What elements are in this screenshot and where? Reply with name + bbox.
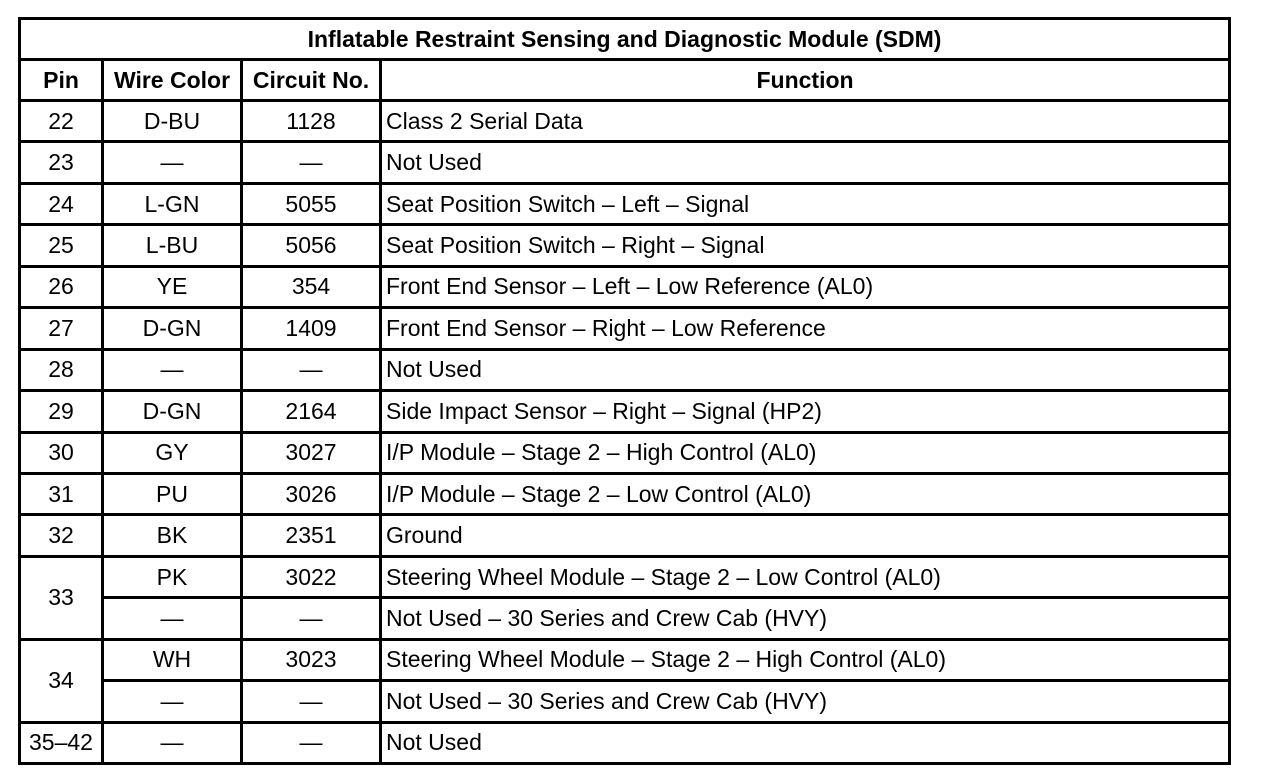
circuit-cell: 5056	[242, 225, 381, 266]
function-cell: Seat Position Switch – Left – Signal	[381, 183, 1230, 224]
circuit-cell: 1409	[242, 308, 381, 349]
wire-color-cell: WH	[103, 639, 242, 680]
table-row	[20, 556, 1230, 597]
circuit-cell: 1128	[242, 101, 381, 142]
function-cell: I/P Module – Stage 2 – High Control (AL0)	[381, 432, 1230, 473]
table-row	[20, 183, 1230, 224]
circuit-cell: —	[242, 681, 381, 722]
pin-cell: 22	[20, 101, 103, 142]
pin-cell: 31	[20, 473, 103, 514]
table-row	[20, 598, 1230, 639]
circuit-cell: 2164	[242, 391, 381, 432]
circuit-cell: —	[242, 349, 381, 390]
table-row	[20, 349, 1230, 390]
wire-color-cell: D-BU	[103, 101, 242, 142]
wire-color-cell: PU	[103, 473, 242, 514]
table-row	[20, 142, 1230, 183]
wire-color-cell: D-GN	[103, 391, 242, 432]
wire-color-cell: PK	[103, 556, 242, 597]
function-cell: Not Used	[381, 722, 1230, 763]
function-cell: Not Used	[381, 142, 1230, 183]
pin-cell: 27	[20, 308, 103, 349]
table-title: Inflatable Restraint Sensing and Diagnostic Module (SDM)	[20, 19, 1230, 60]
header-pin: Pin	[20, 60, 103, 101]
sdm-connector-table	[18, 17, 1231, 765]
circuit-cell: —	[242, 722, 381, 763]
circuit-cell: 354	[242, 266, 381, 307]
function-cell: Not Used	[381, 349, 1230, 390]
circuit-cell: —	[242, 142, 381, 183]
function-cell: Not Used – 30 Series and Crew Cab (HVY)	[381, 681, 1230, 722]
table-row	[20, 101, 1230, 142]
table-row	[20, 432, 1230, 473]
wire-color-cell: L-BU	[103, 225, 242, 266]
circuit-cell: 5055	[242, 183, 381, 224]
pin-cell: 33	[20, 556, 103, 639]
table-title-row	[20, 19, 1230, 60]
table-row	[20, 473, 1230, 514]
table-row	[20, 722, 1230, 763]
function-cell: Side Impact Sensor – Right – Signal (HP2)	[381, 391, 1230, 432]
pin-cell: 34	[20, 639, 103, 722]
function-cell: Steering Wheel Module – Stage 2 – Low Control (AL0)	[381, 556, 1230, 597]
table-row	[20, 266, 1230, 307]
table-row	[20, 681, 1230, 722]
circuit-cell: 3023	[242, 639, 381, 680]
pin-cell: 24	[20, 183, 103, 224]
wire-color-cell: D-GN	[103, 308, 242, 349]
function-cell: Ground	[381, 515, 1230, 556]
wire-color-cell: —	[103, 722, 242, 763]
function-cell: I/P Module – Stage 2 – Low Control (AL0)	[381, 473, 1230, 514]
table-row	[20, 639, 1230, 680]
header-wire-color: Wire Color	[103, 60, 242, 101]
table-row	[20, 308, 1230, 349]
pin-cell: 26	[20, 266, 103, 307]
function-cell: Steering Wheel Module – Stage 2 – High Control (AL0)	[381, 639, 1230, 680]
pin-cell: 29	[20, 391, 103, 432]
table-row	[20, 225, 1230, 266]
pin-cell: 28	[20, 349, 103, 390]
function-cell: Class 2 Serial Data	[381, 101, 1230, 142]
function-cell: Seat Position Switch – Right – Signal	[381, 225, 1230, 266]
pin-cell: 25	[20, 225, 103, 266]
circuit-cell: 2351	[242, 515, 381, 556]
pin-cell: 30	[20, 432, 103, 473]
wire-color-cell: —	[103, 598, 242, 639]
function-cell: Not Used – 30 Series and Crew Cab (HVY)	[381, 598, 1230, 639]
header-function: Function	[381, 60, 1230, 101]
table-header-row	[20, 60, 1230, 101]
wire-color-cell: —	[103, 142, 242, 183]
pin-cell: 23	[20, 142, 103, 183]
circuit-cell: —	[242, 598, 381, 639]
table-row	[20, 391, 1230, 432]
header-circuit-no: Circuit No.	[242, 60, 381, 101]
circuit-cell: 3027	[242, 432, 381, 473]
circuit-cell: 3026	[242, 473, 381, 514]
wire-color-cell: —	[103, 681, 242, 722]
wire-color-cell: GY	[103, 432, 242, 473]
pin-cell: 35–42	[20, 722, 103, 763]
function-cell: Front End Sensor – Right – Low Reference	[381, 308, 1230, 349]
pin-cell: 32	[20, 515, 103, 556]
wire-color-cell: YE	[103, 266, 242, 307]
circuit-cell: 3022	[242, 556, 381, 597]
wire-color-cell: BK	[103, 515, 242, 556]
wire-color-cell: L-GN	[103, 183, 242, 224]
table-row	[20, 515, 1230, 556]
wire-color-cell: —	[103, 349, 242, 390]
function-cell: Front End Sensor – Left – Low Reference (AL0)	[381, 266, 1230, 307]
